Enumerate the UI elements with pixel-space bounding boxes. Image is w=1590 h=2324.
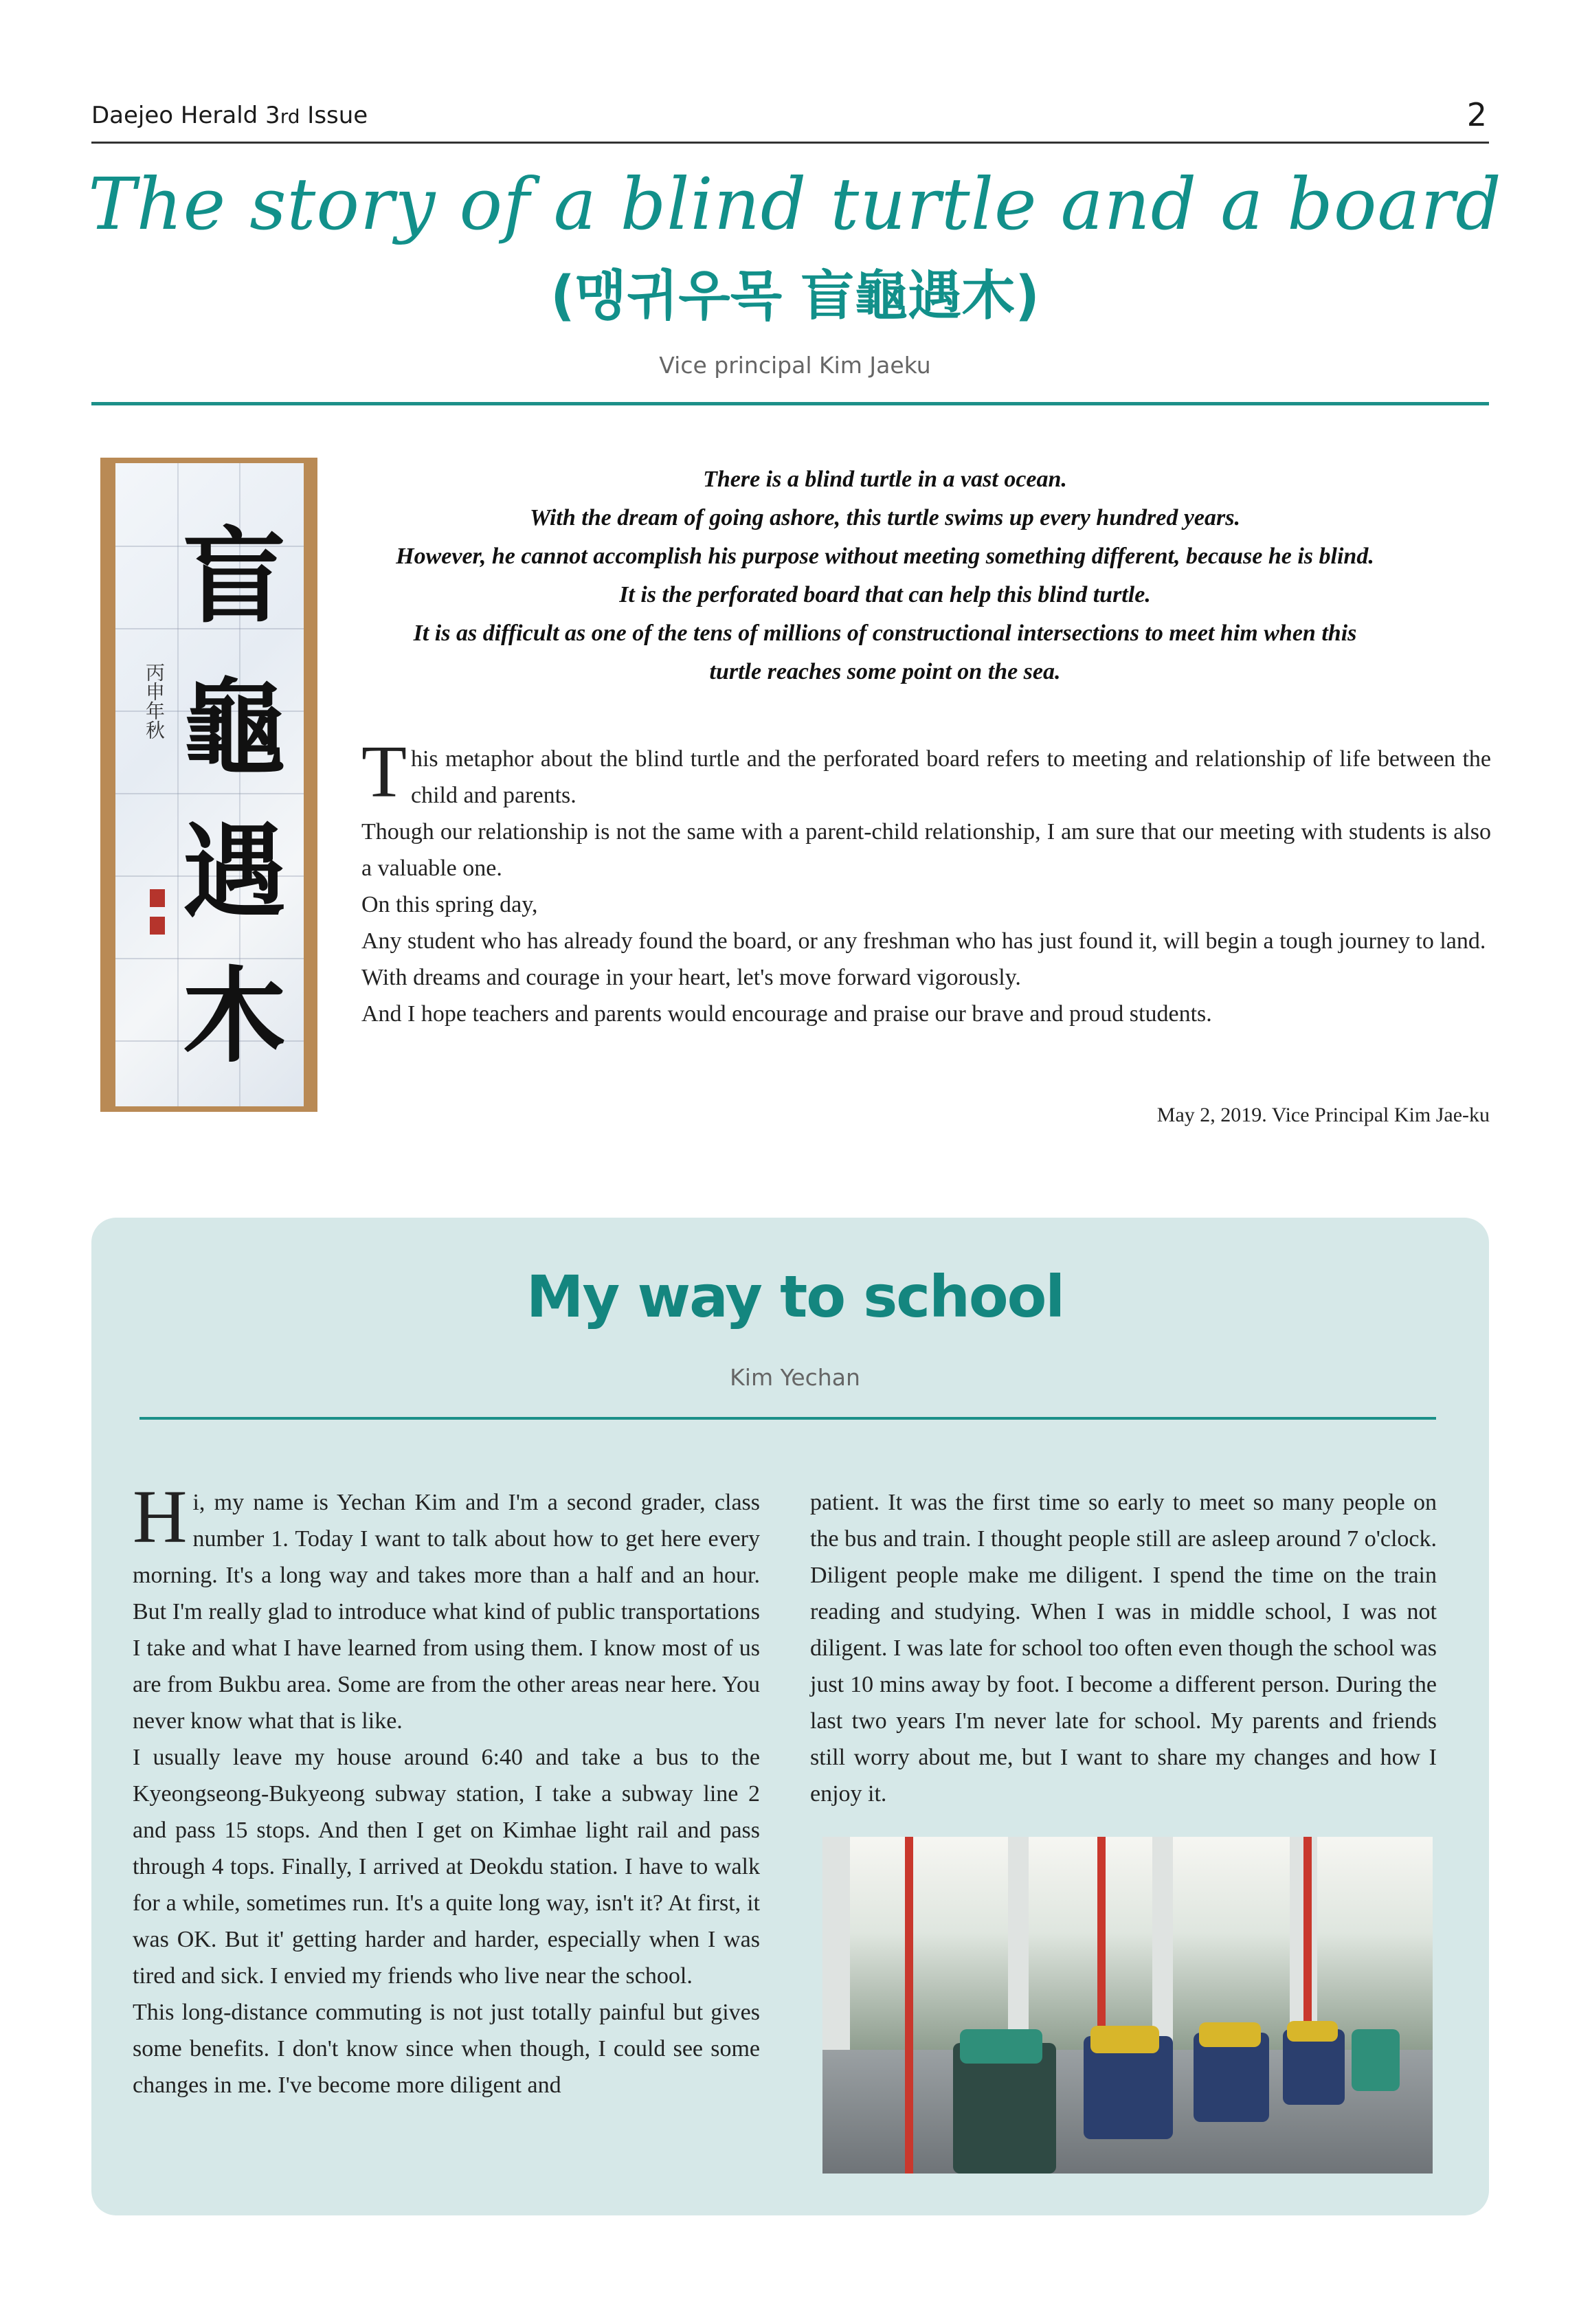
scroll-paper: [115, 463, 304, 1106]
paragraph: With dreams and courage in your heart, let's move forward vigorously.: [361, 965, 1021, 990]
red-seal-stamp: [150, 889, 165, 907]
bus-window: [1317, 1837, 1433, 2050]
poem-line: It is as difficult as one of the tens of millions of constructional intersections to meet him when this: [413, 621, 1357, 646]
poem-line: There is a blind turtle in a vast ocean.: [703, 467, 1067, 492]
paragraph: And I hope teachers and parents would encourage and praise our brave and proud students.: [361, 1001, 1212, 1027]
article2-title: My way to school: [526, 1263, 1064, 1330]
page-number: 2: [1466, 96, 1487, 133]
bus-seat: [1352, 2029, 1400, 2091]
paragraph: On this spring day,: [361, 892, 538, 917]
handrail-pole: [905, 1837, 913, 2174]
issue-suffix: rd: [280, 105, 300, 128]
calligraphy-char-3: 遇: [182, 812, 286, 932]
article-byline: Vice principal Kim Jaeku: [659, 352, 931, 379]
issue-word: Issue: [300, 102, 368, 129]
paragraph: Any student who has already found the board, or any freshman who has just found it, will begin a tough journey to land.: [361, 928, 1486, 954]
paragraph: [361, 731, 1491, 814]
title-divider: [91, 402, 1489, 405]
article2-byline: Kim Yechan: [730, 1364, 860, 1391]
poem-line: turtle reaches some point on the sea.: [709, 659, 1061, 684]
calligraphy-char-4: 木: [182, 956, 286, 1077]
bus-seat-headrest: [1090, 2026, 1159, 2053]
drop-cap: T: [361, 731, 407, 813]
article-signature: May 2, 2019. Vice Principal Kim Jae-ku: [1156, 1104, 1490, 1126]
article-subtitle: (맹귀우목 盲龜遇木): [550, 265, 1040, 327]
publication-header: [91, 102, 368, 129]
calligraphy-char-2: 龜: [182, 667, 286, 788]
bus-window: [1029, 1837, 1152, 2050]
poem-line: With the dream of going ashore, this turtle swims up every hundred years.: [530, 505, 1240, 530]
article-body: [361, 731, 1491, 1032]
paragraph: Though our relationship is not the same with a parent-child relationship, I am sure that our meeting with students is also a valuable one.: [361, 819, 1491, 881]
paragraph-text: i, my name is Yechan Kim and I'm a second grader, class number 1. Today I want to talk about how to get here every morning. It's a long way and takes more than a half and an hour. But I'm really glad to introduce what kind of public transportations I take and what I have learned from using them. I know most of us are from Bukbu area. Some are from the other areas near here. You never know what that is like.: [133, 1490, 760, 1734]
publication-name: Daejeo Herald 3: [91, 102, 280, 129]
calligraphy-char-1: 盲: [182, 516, 286, 637]
handrail-pole: [1303, 1837, 1312, 2043]
scroll-crease: [115, 793, 304, 794]
drop-cap: H: [133, 1475, 188, 1558]
calligraphy-inscription: 丙申年秋: [143, 662, 166, 739]
article2-left-column: [133, 1475, 760, 2103]
calligraphy-scroll-image: [100, 458, 317, 1112]
header-divider: [91, 142, 1489, 144]
bus-window: [850, 1837, 1008, 2050]
paragraph-text: his metaphor about the blind turtle and the perforated board refers to meeting and relationship of life between the child and parents.: [410, 746, 1491, 808]
bus-seat-headrest: [960, 2029, 1042, 2064]
bus-seat-headrest: [1287, 2021, 1338, 2042]
article-title: The story of a blind turtle and a board: [88, 162, 1502, 246]
bus-interior-photo: [822, 1837, 1433, 2174]
bus-window: [1173, 1837, 1290, 2050]
article2-divider: [139, 1417, 1436, 1420]
red-seal-stamp: [150, 917, 165, 935]
paragraph: [133, 1475, 760, 1739]
poem-line: However, he cannot accomplish his purpose without meeting something different, because he is blind.: [396, 544, 1374, 569]
poem-line: It is the perforated board that can help this blind turtle.: [619, 582, 1151, 607]
article2-right-column: [810, 1484, 1437, 1812]
poem-block: [357, 460, 1413, 691]
paragraph: This long-distance commuting is not just totally painful but gives some benefits. I don't know since when though, I could see some changes in me. I've become more diligent and: [133, 2000, 760, 2098]
paragraph: patient. It was the first time so early to meet so many people on the bus and train. I thought people still are asleep around 7 o'clock. Diligent people make me diligent. I spend the time on the train reading and studying. When I was in middle school, I was not diligent. I was late for school too often even though the school was just 10 mins away by foot. I become a different person. During the last two years I'm never late for school. My parents and friends still worry about me, but I want to share my changes and how I enjoy it.: [810, 1490, 1437, 1807]
bus-seat-headrest: [1199, 2022, 1261, 2047]
paragraph: I usually leave my house around 6:40 and take a bus to the Kyeongseong-Bukyeong subway station, I take a subway line 2 and pass 15 stops. And then I get on Kimhae light rail and pass through 4 tops. Finally, I arrived at Deokdu station. I have to walk for a while, sometimes run. It's a quite long way, isn't it? At first, it was OK. But it' getting harder and harder, especially when I was tired and sick. I envied my friends who live near the school.: [133, 1745, 760, 1989]
